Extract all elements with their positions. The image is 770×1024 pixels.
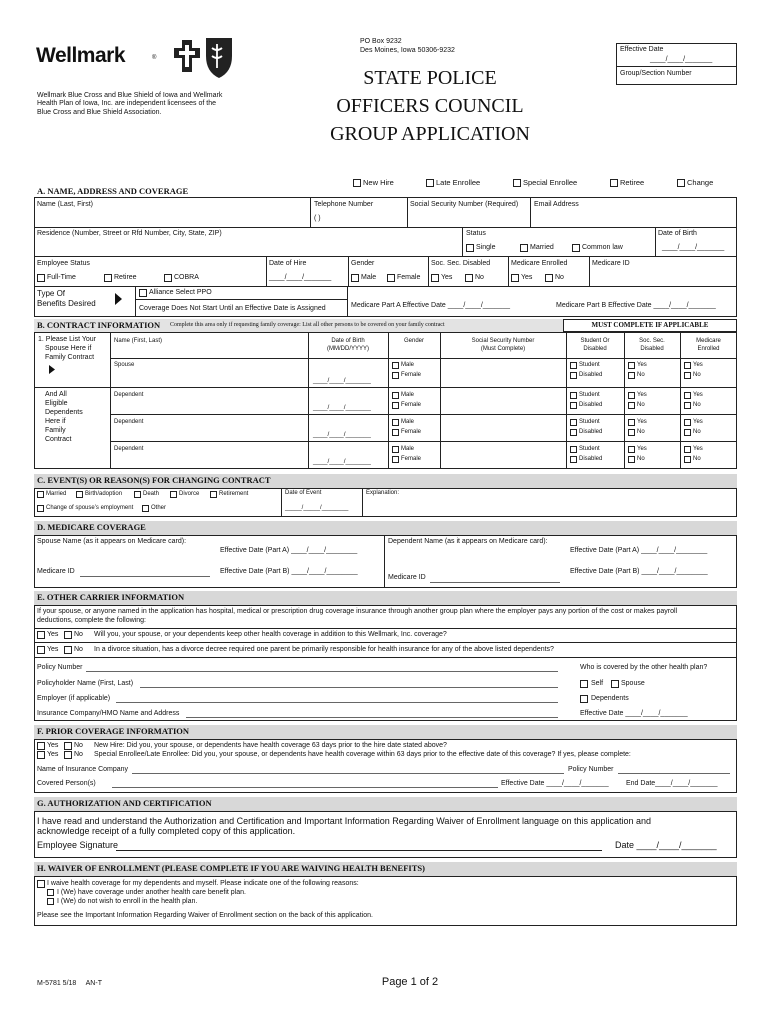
- other-event-label: Other: [151, 505, 167, 511]
- late-enrollee-coverage-yes-label: Yes: [47, 751, 59, 758]
- section-e-intro-2: deductions, complete the following:: [37, 617, 146, 624]
- col-dob-format: (MM/DD/YYYY): [327, 346, 369, 352]
- row-disabled-label: Disabled: [579, 372, 603, 378]
- married-checkbox[interactable]: [520, 244, 528, 252]
- self-checkbox[interactable]: [580, 680, 588, 688]
- date-of-event-field[interactable]: _____/_____/________: [285, 505, 349, 511]
- waive-coverage-checkbox[interactable]: [37, 880, 45, 888]
- form-id: M-5781 5/18 AN-T: [37, 980, 102, 987]
- brand-logo-text: Wellmark: [36, 44, 125, 67]
- row-ssd-no-checkbox[interactable]: [628, 372, 635, 379]
- effective-date-label: Effective Date: [620, 46, 664, 53]
- waiver-note: Please see the Important Information Regarding Waiver of Enrollment section on the back of this application.: [37, 912, 373, 919]
- medicare-yes-label: Yes: [521, 274, 533, 281]
- emp-retiree-checkbox[interactable]: [104, 274, 112, 282]
- row-disabled-checkbox[interactable]: [570, 402, 577, 409]
- row-ssd-yes-checkbox[interactable]: [628, 392, 635, 399]
- row-medicare-no-checkbox[interactable]: [684, 429, 691, 436]
- who-covered-label: Who is covered by the other health plan?: [580, 664, 708, 671]
- type-of-benefits-label: Type Of: [37, 289, 66, 298]
- new-hire-label: New Hire: [363, 178, 394, 187]
- col-student-header: Student Or: [580, 338, 610, 344]
- new-hire-coverage-no-label: No: [74, 742, 83, 749]
- prior-insurance-company-label: Name of Insurance Company: [37, 766, 129, 773]
- married-event-checkbox[interactable]: [37, 491, 44, 498]
- title-line-3: GROUP APPLICATION: [330, 123, 530, 145]
- single-checkbox[interactable]: [466, 244, 474, 252]
- keep-coverage-yes-label: Yes: [47, 631, 59, 638]
- row-dob-field[interactable]: ____/____/_______: [313, 377, 371, 384]
- medicare-no-label: No: [555, 274, 564, 281]
- row-disabled-checkbox[interactable]: [570, 456, 577, 463]
- no-enroll-reason-checkbox[interactable]: [47, 898, 54, 905]
- retirement-label: Retirement: [219, 491, 249, 497]
- name-label: Name (Last, First): [37, 201, 94, 208]
- benefits-desired-label: Benefits Desired: [37, 299, 96, 308]
- spouse-medicare-name-label: Spouse Name (as it appears on Medicare card):: [37, 538, 187, 545]
- birth-adoption-checkbox[interactable]: [76, 491, 83, 498]
- row-medicare-yes-checkbox[interactable]: [684, 419, 691, 426]
- row-student-label: Student: [579, 362, 600, 368]
- row-medicare-yes-label: Yes: [693, 419, 703, 425]
- row-medicare-no-label: No: [693, 372, 701, 378]
- section-d-title: D. MEDICARE COVERAGE: [37, 522, 146, 532]
- late-enrollee-coverage-no-checkbox[interactable]: [64, 751, 72, 759]
- group-section-label: Group/Section Number: [620, 70, 692, 77]
- insurance-company-label: Insurance Company/HMO Name and Address: [37, 710, 180, 717]
- row-ssd-yes-label: Yes: [637, 362, 647, 368]
- row-ssd-yes-checkbox[interactable]: [628, 362, 635, 369]
- ssn-label: Social Security Number (Required): [410, 201, 519, 208]
- row-male-label: Male: [401, 362, 415, 368]
- page-number: Page 1 of 2: [381, 976, 439, 988]
- blue-cross-blue-shield-logo: [168, 34, 238, 78]
- row-medicare-yes-checkbox[interactable]: [684, 446, 691, 453]
- employee-status-label: Employee Status: [37, 260, 90, 267]
- row-male-checkbox[interactable]: [392, 446, 399, 453]
- covered-persons-label: Covered Person(s): [37, 780, 96, 787]
- effective-date-field[interactable]: ____/____/_______: [650, 56, 713, 63]
- list-spouse-label-3: Family Contract: [45, 354, 95, 361]
- col-ssn-note: (Must Complete): [480, 346, 526, 352]
- divorce-label: Divorce: [179, 491, 200, 497]
- col-gender-header: Gender: [403, 338, 424, 344]
- row-male-label: Male: [401, 446, 415, 452]
- brand-trademark: ®: [152, 55, 157, 61]
- disclaimer-line-2: Health Plan of Iowa, Inc. are independent licensees of the: [37, 100, 217, 107]
- spouse-medicare-part-b[interactable]: Effective Date (Part B) ____/____/________: [220, 568, 358, 575]
- married-event-label: Married: [46, 491, 67, 497]
- dependents-label-2: Eligible: [45, 400, 68, 407]
- row-student-label: Student: [579, 392, 600, 398]
- col-medicare-header: Medicare: [696, 338, 721, 344]
- certification-text-1: I have read and understand the Authorization and Certification and Important Information Regarding Waiver of Enrollment language on this application and: [37, 816, 652, 826]
- waive-coverage-label: I waive health coverage for my dependents and myself. Please indicate one of the following reasons:: [47, 880, 359, 887]
- ssd-no-label: No: [475, 274, 484, 281]
- row-medicare-yes-label: Yes: [693, 446, 703, 452]
- disclaimer-line-3: Blue Cross and Blue Shield Association.: [37, 109, 162, 116]
- divorce-decree-question: In a divorce situation, has a divorce decree required one parent be primarily responsible for health insurance for any of the above listed dependents?: [94, 646, 554, 653]
- spouse-employment-checkbox[interactable]: [37, 505, 44, 512]
- ssd-yes-label: Yes: [441, 274, 453, 281]
- row-female-label: Female: [401, 456, 422, 462]
- dependents-label-5: Family: [45, 427, 66, 434]
- keep-coverage-no-label: No: [74, 631, 83, 638]
- new-hire-coverage-yes-checkbox[interactable]: [37, 742, 45, 750]
- title-line-2: OFFICERS COUNCIL: [336, 95, 524, 117]
- row-student-checkbox[interactable]: [570, 446, 577, 453]
- common-law-checkbox[interactable]: [572, 244, 580, 252]
- col-name-header: Name (First, Last): [114, 338, 163, 344]
- late-enrollee-coverage-no-label: No: [74, 751, 83, 758]
- divorce-decree-no-checkbox[interactable]: [64, 646, 72, 654]
- row-medicare-no-checkbox[interactable]: [684, 456, 691, 463]
- spouse-covered-label: Spouse: [621, 680, 645, 687]
- keep-coverage-no-checkbox[interactable]: [64, 631, 72, 639]
- row-ssd-yes-checkbox[interactable]: [628, 446, 635, 453]
- date-of-hire-field[interactable]: ____/____/_______: [269, 274, 332, 281]
- change-checkbox[interactable]: [677, 179, 685, 187]
- female-checkbox[interactable]: [387, 274, 395, 282]
- late-enrollee-checkbox[interactable]: [426, 179, 434, 187]
- arrow-right-icon: [114, 292, 123, 306]
- divorce-decree-yes-label: Yes: [47, 646, 59, 653]
- row-female-label: Female: [401, 429, 422, 435]
- medicare-enrolled-label: Medicare Enrolled: [511, 260, 568, 267]
- must-complete-label: MUST COMPLETE IF APPLICABLE: [591, 321, 709, 329]
- date-of-hire-label: Date of Hire: [269, 260, 307, 267]
- dependents-label-3: Dependents: [45, 409, 83, 416]
- policyholder-label: Policyholder Name (First, Last): [37, 680, 134, 687]
- col-socsec-header: Soc. Sec.: [639, 338, 665, 344]
- alliance-select-ppo-checkbox[interactable]: [139, 289, 147, 297]
- new-hire-coverage-no-checkbox[interactable]: [64, 742, 72, 750]
- alliance-select-ppo-label: Alliance Select PPO: [149, 289, 212, 296]
- change-label: Change: [687, 178, 714, 187]
- certification-text-2: acknowledge receipt of a fully completed copy of this application.: [37, 826, 296, 836]
- row-medicare-no-checkbox[interactable]: [684, 402, 691, 409]
- death-checkbox[interactable]: [134, 491, 141, 498]
- section-c-title: C. EVENT(S) OR REASON(S) FOR CHANGING CONTRACT: [37, 475, 271, 485]
- signature-date[interactable]: Date ____/____/_______: [615, 840, 717, 850]
- signature-line[interactable]: [116, 850, 602, 851]
- col-dob-header: Date of Birth: [331, 338, 365, 344]
- ssd-no-checkbox[interactable]: [465, 274, 473, 282]
- dob-label: Date of Birth: [658, 230, 697, 237]
- prior-effective-date[interactable]: Effective Date ____/____/_______: [501, 780, 609, 787]
- gender-label: Gender: [351, 260, 375, 267]
- medicare-id-label: Medicare ID: [592, 260, 630, 267]
- list-spouse-label-2: Spouse Here if: [45, 345, 92, 352]
- disclaimer-line-1: Wellmark Blue Cross and Blue Shield of Iowa and Wellmark: [37, 92, 223, 99]
- section-b-title: B. CONTRACT INFORMATION: [37, 320, 161, 330]
- row-medicare-no-checkbox[interactable]: [684, 372, 691, 379]
- row-disabled-label: Disabled: [579, 402, 603, 408]
- employee-signature-label: Employee Signature: [37, 840, 119, 850]
- other-plan-reason-label: I (We) have coverage under another health care benefit plan.: [57, 889, 246, 896]
- row-dob-field[interactable]: ____/____/_______: [313, 458, 371, 465]
- male-label: Male: [361, 274, 377, 281]
- retiree-checkbox[interactable]: [610, 179, 618, 187]
- explanation-label: Explanation:: [366, 490, 400, 496]
- list-spouse-label-1: 1. Please List Your: [38, 336, 96, 343]
- row-female-checkbox[interactable]: [392, 402, 399, 409]
- row-student-checkbox[interactable]: [570, 419, 577, 426]
- col-medicare-header-2: Enrolled: [697, 346, 720, 352]
- row-female-checkbox[interactable]: [392, 372, 399, 379]
- row-ssd-no-checkbox[interactable]: [628, 456, 635, 463]
- spouse-medicare-id-label: Medicare ID: [37, 568, 75, 575]
- row-label: Spouse: [114, 362, 135, 368]
- full-time-label: Full-Time: [47, 274, 76, 281]
- late-enrollee-label: Late Enrollee: [436, 178, 481, 187]
- dependent-medicare-name-label: Dependent Name (as it appears on Medicare card):: [388, 538, 548, 545]
- row-ssd-yes-checkbox[interactable]: [628, 419, 635, 426]
- row-medicare-no-label: No: [693, 429, 701, 435]
- row-disabled-label: Disabled: [579, 456, 603, 462]
- row-ssd-yes-label: Yes: [637, 446, 647, 452]
- section-a-title: A. NAME, ADDRESS AND COVERAGE: [37, 186, 189, 196]
- row-disabled-checkbox[interactable]: [570, 372, 577, 379]
- dependent-medicare-id-label: Medicare ID: [388, 574, 426, 581]
- special-enrollee-label: Special Enrollee: [523, 178, 578, 187]
- date-of-event-label: Date of Event: [285, 490, 322, 496]
- dependent-medicare-part-a[interactable]: Effective Date (Part A) ____/____/________: [570, 547, 708, 554]
- late-enrollee-coverage-question: Special Enrollee/Late Enrollee: Did you, your spouse, or dependents have health coverage within 63 days prior to the effective date of this coverage? If yes, please complete:: [94, 751, 631, 758]
- full-time-checkbox[interactable]: [37, 274, 45, 282]
- address-line-2: Des Moines, Iowa 50306-9232: [360, 47, 455, 54]
- new-hire-checkbox[interactable]: [353, 179, 361, 187]
- row-ssd-no-checkbox[interactable]: [628, 429, 635, 436]
- employer-label: Employer (if applicable): [37, 695, 111, 702]
- row-female-checkbox[interactable]: [392, 456, 399, 463]
- divorce-decree-no-label: No: [74, 646, 83, 653]
- coverage-note: Coverage Does Not Start Until an Effective Date is Assigned: [139, 305, 326, 312]
- birth-adoption-label: Birth/adoption: [85, 491, 123, 497]
- row-medicare-no-label: No: [693, 456, 701, 462]
- section-h-title: H. WAIVER OF ENROLLMENT (PLEASE COMPLETE IF YOU ARE WAIVING HEALTH BENEFITS): [37, 863, 425, 873]
- row-student-label: Student: [579, 446, 600, 452]
- cobra-checkbox[interactable]: [164, 274, 172, 282]
- row-female-checkbox[interactable]: [392, 429, 399, 436]
- row-male-checkbox[interactable]: [392, 392, 399, 399]
- row-ssd-no-label: No: [637, 402, 645, 408]
- section-e-intro-1: If your spouse, or anyone named in the application has hospital, medical or prescription drug coverage insurance through another group plan where the employer pays any portion of the cost or makes payroll: [37, 608, 678, 615]
- cobra-label: COBRA: [174, 274, 199, 281]
- prior-end-date[interactable]: End Date____/____/_______: [626, 780, 718, 787]
- row-ssd-no-checkbox[interactable]: [628, 402, 635, 409]
- dependents-label-4: Here if: [45, 418, 66, 425]
- row-label: Dependent: [114, 392, 144, 398]
- row-medicare-yes-checkbox[interactable]: [684, 362, 691, 369]
- retirement-checkbox[interactable]: [210, 491, 217, 498]
- row-female-label: Female: [401, 372, 422, 378]
- row-dob-field[interactable]: ____/____/_______: [313, 404, 371, 411]
- row-male-checkbox[interactable]: [392, 419, 399, 426]
- row-dob-field[interactable]: ____/____/_______: [313, 431, 371, 438]
- spouse-covered-checkbox[interactable]: [611, 680, 619, 688]
- col-socsec-header-2: Disabled: [640, 346, 664, 352]
- female-label: Female: [397, 274, 421, 281]
- retiree-label: Retiree: [620, 178, 645, 187]
- section-g-title: G. AUTHORIZATION AND CERTIFICATION: [37, 798, 212, 808]
- status-label: Status: [466, 230, 486, 237]
- male-checkbox[interactable]: [351, 274, 359, 282]
- address-line-1: PO Box 9232: [360, 38, 402, 45]
- email-label: Email Address: [534, 201, 579, 208]
- other-plan-reason-checkbox[interactable]: [47, 889, 54, 896]
- row-medicare-yes-label: Yes: [693, 362, 703, 368]
- no-enroll-reason-label: I (We) do not wish to enroll in the health plan.: [57, 898, 198, 905]
- row-medicare-no-label: No: [693, 402, 701, 408]
- row-male-checkbox[interactable]: [392, 362, 399, 369]
- row-medicare-yes-checkbox[interactable]: [684, 392, 691, 399]
- row-male-label: Male: [401, 419, 415, 425]
- section-e-title: E. OTHER CARRIER INFORMATION: [37, 592, 185, 602]
- row-ssd-yes-label: Yes: [637, 419, 647, 425]
- keep-coverage-question: Will you, your spouse, or your dependents keep other health coverage in addition to this Wellmark, Inc. coverage?: [94, 631, 447, 638]
- row-disabled-checkbox[interactable]: [570, 429, 577, 436]
- arrow-right-small-icon: [49, 365, 55, 374]
- row-ssd-no-label: No: [637, 456, 645, 462]
- row-student-checkbox[interactable]: [570, 392, 577, 399]
- prior-policy-number-label: Policy Number: [568, 766, 614, 773]
- dependents-label-6: Contract: [45, 436, 72, 443]
- title-line-1: STATE POLICE: [363, 67, 497, 89]
- other-event-checkbox[interactable]: [142, 505, 149, 512]
- married-label: Married: [530, 244, 554, 251]
- death-label: Death: [143, 491, 160, 497]
- new-hire-coverage-question: New Hire: Did you, your spouse, or dependents have health coverage 63 days prior to the hire date stated above?: [94, 742, 447, 749]
- row-medicare-yes-label: Yes: [693, 392, 703, 398]
- section-b-note: Complete this area only if requesting family coverage: List all other persons to be covered on your family contract: [170, 322, 445, 328]
- dependents-label-1: And All: [45, 391, 67, 398]
- row-female-label: Female: [401, 402, 422, 408]
- new-hire-coverage-yes-label: Yes: [47, 742, 59, 749]
- emp-retiree-label: Retiree: [114, 274, 137, 281]
- medicare-no-checkbox[interactable]: [545, 274, 553, 282]
- keep-coverage-yes-checkbox[interactable]: [37, 631, 45, 639]
- policy-number-label: Policy Number: [37, 664, 83, 671]
- row-student-label: Student: [579, 419, 600, 425]
- divorce-checkbox[interactable]: [170, 491, 177, 498]
- section-f-title: F. PRIOR COVERAGE INFORMATION: [37, 726, 190, 736]
- telephone-label: Telephone Number: [314, 201, 374, 208]
- other-coverage-effective-date[interactable]: Effective Date ____/____/_______: [580, 710, 688, 717]
- divorce-decree-yes-checkbox[interactable]: [37, 646, 45, 654]
- row-label: Dependent: [114, 419, 144, 425]
- telephone-field[interactable]: ( ): [314, 215, 321, 222]
- medicare-yes-checkbox[interactable]: [511, 274, 519, 282]
- dob-field[interactable]: ____/____/_______: [662, 244, 725, 251]
- row-male-label: Male: [401, 392, 415, 398]
- col-ssn-header: Social Security Number: [471, 338, 535, 344]
- dependent-medicare-part-b[interactable]: Effective Date (Part B) ____/____/________: [570, 568, 708, 575]
- self-label: Self: [591, 680, 604, 687]
- row-ssd-yes-label: Yes: [637, 392, 647, 398]
- residence-label: Residence (Number, Street or Rfd Number, City, State, ZIP): [37, 230, 222, 237]
- dependents-covered-label: Dependents: [591, 695, 629, 702]
- col-student-header-2: Disabled: [583, 346, 607, 352]
- dependents-covered-checkbox[interactable]: [580, 695, 588, 703]
- single-label: Single: [476, 244, 496, 251]
- row-ssd-no-label: No: [637, 429, 645, 435]
- medicare-part-a-date[interactable]: Medicare Part A Effective Date ____/____/_______: [351, 302, 511, 309]
- common-law-label: Common law: [582, 244, 623, 251]
- spouse-employment-label: Change of spouse’s employment: [46, 505, 134, 511]
- row-disabled-label: Disabled: [579, 429, 603, 435]
- row-student-checkbox[interactable]: [570, 362, 577, 369]
- row-label: Dependent: [114, 446, 144, 452]
- special-enrollee-checkbox[interactable]: [513, 179, 521, 187]
- ssd-yes-checkbox[interactable]: [431, 274, 439, 282]
- soc-sec-disabled-label: Soc. Sec. Disabled: [431, 260, 491, 267]
- spouse-medicare-part-a[interactable]: Effective Date (Part A) ____/____/________: [220, 547, 358, 554]
- row-ssd-no-label: No: [637, 372, 645, 378]
- late-enrollee-coverage-yes-checkbox[interactable]: [37, 751, 45, 759]
- medicare-part-b-date[interactable]: Medicare Part B Effective Date ____/____/_______: [556, 302, 716, 309]
